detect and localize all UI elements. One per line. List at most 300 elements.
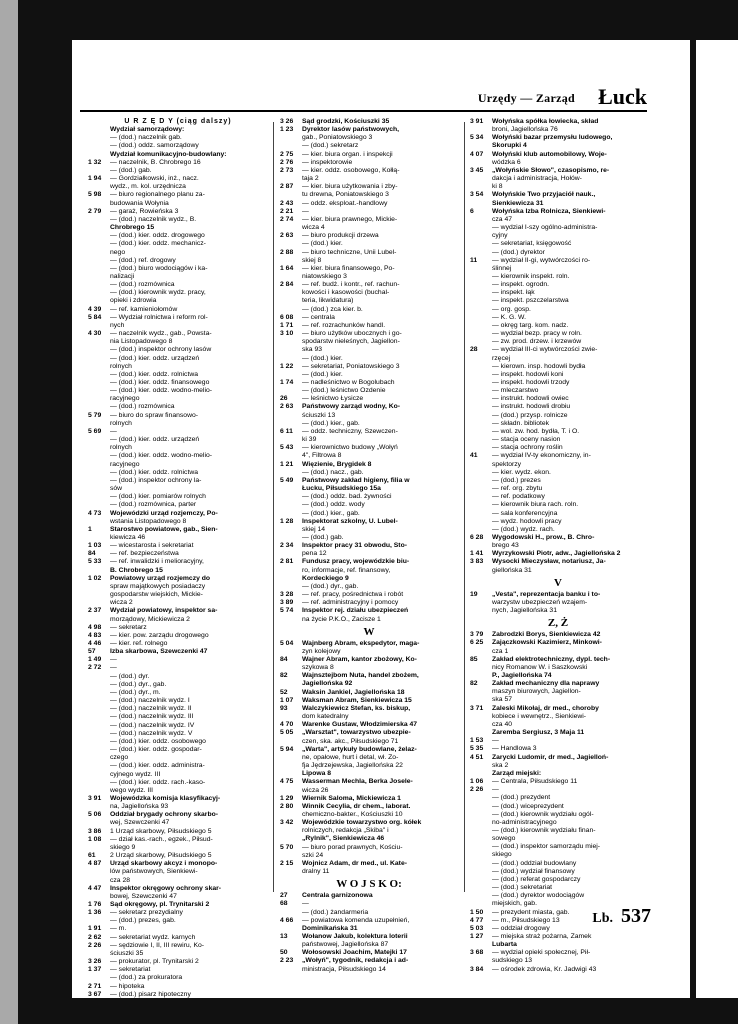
phone-number	[470, 444, 492, 452]
directory-entry	[280, 420, 458, 428]
entry-text: — inspektorowie	[302, 158, 353, 166]
phone-number: 4 51	[470, 753, 484, 761]
phone-number	[470, 713, 492, 721]
directory-entry	[88, 550, 268, 558]
entry-text: — (dod.) dyrektor wodociągów	[492, 892, 585, 900]
entry-text: 2 Urząd skarbowy, Piłsudskiego 5	[110, 852, 212, 860]
entry-text: Wysocki Mieczysław, notariusz, Ja-	[492, 558, 606, 566]
phone-number	[88, 697, 110, 705]
directory-entry	[470, 794, 646, 802]
phone-number	[88, 485, 110, 493]
directory-entry	[470, 306, 646, 314]
phone-number: 3 10	[280, 330, 294, 338]
phone-number: 3 42	[280, 819, 294, 827]
phone-number	[88, 281, 110, 289]
entry-text: — sekretariat wydz. karnych	[110, 933, 196, 941]
phone-number: 1 27	[470, 933, 484, 940]
entry-text: miejskich, gab.	[492, 900, 537, 908]
directory-entry	[280, 200, 458, 208]
phone-number: 2 72	[88, 664, 102, 672]
phone-number: 2 15	[280, 859, 294, 867]
phone-number: 1 02	[88, 574, 102, 582]
directory-entry	[280, 925, 458, 933]
directory-entry	[280, 607, 458, 615]
directory-entry	[470, 754, 646, 762]
directory-entry	[88, 420, 268, 428]
phone-number	[88, 819, 110, 827]
directory-entry	[280, 306, 458, 314]
phone-number	[470, 868, 492, 876]
phone-number	[88, 567, 110, 575]
folio-number: 537	[621, 905, 651, 927]
directory-entry	[88, 762, 268, 770]
directory-entry	[470, 412, 646, 420]
entry-text: Łucku, Piłsudskiego 15a	[302, 485, 381, 493]
phone-number: 1	[88, 525, 92, 533]
entry-text: — (dod.) rozmównica, parter	[110, 501, 197, 509]
phone-number	[88, 134, 110, 142]
entry-text: —	[302, 207, 309, 215]
entry-text: — (dod.) kier. oddz. urządzeń	[110, 354, 200, 362]
directory-entry	[88, 159, 268, 167]
entry-text: nych	[110, 321, 125, 329]
entry-text: — kierownik inspekt. roln.	[492, 272, 570, 280]
entry-text: — (dod.) naczelnik wydz. IV	[110, 721, 195, 729]
phone-number: 5 34	[470, 134, 484, 142]
phone-number: 1 49	[88, 656, 102, 664]
entry-text: Dyrektor lasów państwowych,	[302, 126, 400, 134]
phone-number	[88, 387, 110, 395]
phone-number	[280, 827, 302, 835]
entry-text: ściuszki 13	[302, 411, 336, 419]
phone-number: 1 74	[280, 379, 294, 386]
phone-number: 2 76	[280, 158, 294, 166]
phone-number	[470, 957, 492, 965]
phone-number: 1 06	[470, 778, 484, 786]
entry-text: cza 47	[492, 215, 513, 223]
entry-text: cza 1	[492, 647, 509, 655]
phone-number	[88, 591, 110, 599]
directory-entry	[280, 648, 458, 656]
directory-entry	[88, 966, 268, 974]
directory-entry	[470, 436, 646, 444]
directory-entry	[280, 591, 458, 599]
directory-entry	[470, 591, 646, 599]
directory-entry	[280, 616, 458, 624]
directory-entry	[88, 183, 268, 191]
phone-number: 1 76	[88, 901, 102, 908]
directory-entry	[280, 485, 458, 493]
directory-entry	[88, 632, 268, 640]
phone-number	[280, 371, 302, 379]
entry-text: Wiernik Saloma, Mickiewicza 1	[302, 794, 401, 802]
phone-number	[470, 436, 492, 444]
entry-text: — sędziowie I, II, III rewiru, Ko-	[110, 941, 205, 949]
directory-entry	[280, 297, 458, 305]
directory-entry	[88, 819, 268, 827]
directory-entry	[88, 436, 268, 444]
phone-number: 1 22	[280, 362, 294, 370]
entry-text: — (dod.) sekretariat	[492, 884, 553, 892]
directory-entry	[280, 900, 458, 908]
section-letter: V	[554, 576, 562, 589]
directory-entry	[470, 297, 646, 305]
entry-text: — biuro techniczne, Unii Lubel-	[302, 248, 397, 256]
phone-number	[470, 289, 492, 297]
entry-text: — biuro użytków ubocznych i go-	[302, 330, 402, 338]
entry-text: —	[110, 656, 117, 664]
phone-number	[88, 893, 110, 901]
phone-number	[88, 534, 110, 542]
directory-entry	[88, 771, 268, 779]
phone-number: 1 53	[470, 737, 484, 745]
directory-entry	[470, 403, 646, 411]
entry-text: „Warta", artykuły budowlane, żelaz-	[302, 745, 417, 753]
phone-number	[280, 142, 302, 150]
entry-text: Walczykiewicz Stefan, ks. biskup,	[302, 704, 411, 712]
entry-text: — wydział opieki społecznej, Pił-	[492, 949, 591, 957]
directory-entry	[470, 957, 646, 965]
phone-number	[280, 680, 302, 688]
phone-number	[280, 575, 302, 583]
directory-entry	[470, 265, 646, 273]
phone-number: 3 45	[470, 166, 484, 174]
directory-entry	[470, 941, 646, 949]
directory-entry	[280, 697, 458, 705]
phone-number: 4 46	[88, 640, 102, 647]
phone-number: 1 32	[88, 158, 102, 166]
directory-entry	[470, 860, 646, 868]
entry-text: — centrala	[302, 313, 335, 321]
directory-entry	[280, 558, 458, 566]
phone-number	[280, 420, 302, 428]
phone-number	[470, 501, 492, 509]
directory-entry	[470, 142, 646, 150]
directory-entry	[88, 249, 268, 257]
entry-text: rolnych	[110, 362, 132, 370]
directory-entry	[470, 631, 646, 639]
directory-entry	[470, 477, 646, 485]
entry-text: Waksin Jankiel, Jagiellońska 18	[302, 688, 405, 696]
phone-number: 2 84	[280, 281, 294, 289]
entry-text: Inspektor okręgowy ochrony skar-	[110, 884, 222, 892]
directory-entry	[470, 338, 646, 346]
entry-text: — powiatowa komenda uzupełnień,	[302, 916, 410, 924]
directory-entry	[280, 452, 458, 460]
entry-text: kowości i kasowości (buchal-	[302, 289, 390, 297]
phone-number	[470, 216, 492, 224]
entry-text: Zaremba Sergiusz, 3 Maja 11	[492, 729, 585, 737]
entry-text: „Wołyń", tygodnik, redakcja i ad-	[302, 957, 409, 965]
entry-text: — (dod.) leśnictwo Ozdenie	[302, 387, 386, 395]
phone-number: 26	[280, 395, 288, 403]
entry-text: dakcja i administracja, Hołów-	[492, 175, 582, 183]
phone-number	[88, 444, 110, 452]
phone-number	[470, 884, 492, 892]
directory-entry	[280, 770, 458, 778]
phone-number	[280, 738, 302, 746]
entry-text: dom katedralny	[302, 713, 349, 721]
entry-text: Wydział powiatowy, inspektor sa-	[110, 607, 218, 615]
entry-text: — stacja oceny nasion	[492, 436, 561, 444]
entry-text: Wojnicz Adam, dr med., ul. Kate-	[302, 859, 407, 867]
entry-text: Waksman Abram, Sienkiewicza 15	[302, 696, 412, 704]
directory-entry	[88, 363, 268, 371]
phone-number: 6 08	[280, 313, 294, 321]
directory-entry	[470, 118, 646, 126]
phone-number: 4 39	[88, 305, 102, 313]
entry-text: Wołyński klub automobilowy, Woje-	[492, 150, 607, 158]
entry-text: — kier. ref. rolnego	[110, 640, 168, 647]
directory-entry	[470, 257, 646, 265]
entry-text: wicza 4	[302, 224, 325, 232]
directory-entry	[280, 118, 458, 126]
entry-text: —	[110, 664, 117, 672]
phone-number	[280, 811, 302, 819]
directory-entry	[470, 379, 646, 387]
phone-number	[470, 803, 492, 811]
directory-entry	[280, 257, 458, 265]
phone-number: 57	[88, 648, 96, 656]
entry-text: rolnych	[110, 444, 132, 452]
entry-text: na, Jagiellońska 93	[110, 803, 169, 811]
entry-text: Wygodowski H., prow., B. Chro-	[492, 533, 595, 541]
folio-prefix: Lb.	[592, 911, 613, 926]
phone-number: 2 88	[280, 248, 294, 256]
directory-entry	[470, 216, 646, 224]
entry-text: — oddz. eksploat.-handlowy	[302, 199, 388, 207]
entry-text: — inspekt. hodowli koni	[492, 370, 564, 378]
directory-entry	[88, 232, 268, 240]
directory-entry	[470, 518, 646, 526]
phone-number	[470, 672, 492, 680]
entry-text: — (dod.) naczelnik wydz. V	[110, 729, 193, 737]
directory-entry	[280, 224, 458, 232]
phone-number: 1 37	[88, 966, 102, 974]
directory-entry	[470, 461, 646, 469]
entry-text: — ref. rozrachunków handl.	[302, 321, 386, 329]
directory-entry	[280, 167, 458, 175]
phone-number	[88, 803, 110, 811]
directory-entry	[470, 607, 646, 615]
entry-text: —	[302, 900, 309, 908]
directory-entry	[470, 428, 646, 436]
entry-text: tu drewna, Poniatowskiego 3	[302, 191, 389, 199]
directory-entry	[470, 648, 646, 656]
column-heading: U R Z Ę D Y (ciąg dalszy)	[124, 118, 232, 125]
directory-entry	[280, 827, 458, 835]
phone-number	[470, 183, 492, 191]
phone-number	[88, 355, 110, 363]
phone-number	[470, 696, 492, 704]
entry-text: — (dod.) kier. oddz. gospodar-	[110, 746, 202, 754]
entry-text: Izba skarbowa, Szewczenki 47	[110, 648, 208, 656]
directory-entry	[280, 461, 458, 469]
phone-number	[470, 265, 492, 273]
phone-number	[280, 941, 302, 949]
entry-text: na życie P.K.O., Zacisze 1	[302, 615, 381, 623]
phone-number: 61	[88, 852, 96, 860]
phone-number	[470, 664, 492, 672]
directory-entry	[280, 738, 458, 746]
directory-entry	[88, 567, 268, 575]
phone-number	[470, 322, 492, 330]
phone-number	[88, 346, 110, 354]
entry-text: — oddz. techniczny, Szewczen-	[302, 427, 398, 435]
phone-number: 4 07	[470, 150, 484, 158]
phone-number	[88, 265, 110, 273]
phone-number	[470, 428, 492, 436]
directory-entry	[470, 868, 646, 876]
entry-text: — (dod.) kier.	[302, 240, 343, 248]
directory-entry	[280, 444, 458, 452]
directory-entry	[470, 770, 646, 778]
phone-number	[470, 648, 492, 656]
directory-entry	[470, 452, 646, 460]
directory-entry	[470, 469, 646, 477]
phone-number	[88, 289, 110, 297]
directory-entry	[470, 208, 646, 216]
phone-number: 13	[280, 933, 288, 940]
phone-number	[470, 721, 492, 729]
phone-number	[470, 126, 492, 134]
entry-text: wicza 2	[110, 599, 133, 607]
directory-entry	[88, 648, 268, 656]
entry-text: — stacja ochrony roślin	[492, 444, 563, 452]
header-section: Urzędy — Zarząd	[477, 91, 575, 105]
directory-entry	[88, 950, 268, 958]
directory-entry	[470, 639, 646, 647]
phone-number: 3 26	[280, 118, 294, 125]
entry-text: Wajner Abram, kantor zbożowy, Ko-	[302, 656, 417, 663]
directory-entry	[88, 461, 268, 469]
phone-number: 4 75	[280, 778, 294, 786]
phone-number: 2 75	[280, 150, 294, 158]
entry-text: — (dod.) prezydent	[492, 794, 551, 802]
directory-entry	[280, 868, 458, 876]
directory-entry	[88, 501, 268, 509]
directory-entry	[280, 803, 458, 811]
phone-number	[470, 469, 492, 477]
directory-entry	[88, 534, 268, 542]
phone-number: 5 04	[280, 639, 294, 647]
entry-text: — ref. inwalidzki i melioracyjny,	[110, 558, 204, 566]
entry-text: — (dod.) nacz., gab.	[302, 468, 364, 476]
phone-number	[470, 835, 492, 843]
phone-number: 3 86	[88, 827, 102, 835]
directory-entry	[470, 281, 646, 289]
phone-number	[88, 151, 110, 159]
phone-number	[280, 240, 302, 248]
phone-number: 2 62	[88, 933, 102, 941]
entry-text: rolniczych, redakcja „Skiba" i	[302, 827, 389, 835]
entry-text: broni, Jagiellońska 76	[492, 126, 558, 134]
directory-entry	[280, 273, 458, 281]
entry-text: 4", Filtrowa 8	[302, 452, 342, 460]
entry-text: — ref. bezpieczeństwa	[110, 550, 179, 558]
entry-text: „Vesta", reprezentacja banku i to-	[492, 590, 601, 598]
directory-entry	[88, 599, 268, 607]
phone-number	[88, 599, 110, 607]
directory-entry	[88, 575, 268, 583]
directory-entry	[470, 346, 646, 354]
phone-number	[88, 950, 110, 958]
phone-number: 3 89	[280, 599, 294, 607]
phone-number	[280, 338, 302, 346]
phone-number	[470, 876, 492, 884]
entry-text: warzystw ubezpieczeń wzajem-	[492, 598, 588, 606]
directory-entry	[88, 469, 268, 477]
directory-entry	[470, 510, 646, 518]
entry-text: — wydział III-ci wytwórczości zwie-	[492, 346, 598, 354]
entry-text: Chrobrego 15	[110, 224, 155, 232]
entry-text: Zakład mechaniczny dla naprawy	[492, 680, 600, 688]
phone-number	[280, 526, 302, 534]
phone-number	[280, 469, 302, 477]
directory-entry	[280, 281, 458, 289]
entry-text: 1 Urząd skarbowy, Piłsudskiego 5	[110, 827, 212, 835]
entry-text: czen, ska. akc., Piłsudskiego 71	[302, 737, 399, 745]
directory-entry	[280, 917, 458, 925]
phone-number: 1 36	[88, 909, 102, 917]
directory-entry	[88, 738, 268, 746]
directory-entry	[88, 624, 268, 632]
entry-text: Wydział samorządowy:	[110, 126, 185, 134]
phone-number	[280, 510, 302, 518]
directory-entry	[88, 175, 268, 183]
entry-text: Zakład elektrotechniczny, dypl. tech-	[492, 655, 611, 663]
directory-entry	[280, 159, 458, 167]
directory-entry	[470, 713, 646, 721]
entry-text: nego	[110, 248, 126, 256]
entry-text: teria, likwidatura)	[302, 297, 354, 305]
directory-entry	[280, 240, 458, 248]
entry-text: Inspektorat szkolny, U. Lubel-	[302, 517, 398, 525]
directory-entry	[280, 672, 458, 680]
entry-text: — (dod.) kierownik wydziału finan-	[492, 826, 596, 834]
directory-entry	[470, 542, 646, 550]
phone-number	[88, 917, 110, 925]
entry-text: Zaleski Mikołaj, dr med., choroby	[492, 704, 599, 712]
entry-text: — biuro do spraw finansowo-	[110, 411, 199, 419]
entry-text: morządowy, Mickiewicza 2	[110, 615, 190, 623]
directory-entry	[470, 819, 646, 827]
phone-number	[280, 175, 302, 183]
entry-text: — (dod.) pisarz hipoteczny	[110, 990, 191, 998]
phone-number	[470, 273, 492, 281]
directory-entry	[470, 721, 646, 729]
entry-text: — (dod.) naczelnik gab.	[110, 134, 182, 142]
entry-text: skiego 9	[110, 843, 136, 851]
directory-entry	[470, 330, 646, 338]
entry-text: gospodarstw wiejskich, Mickie-	[110, 591, 203, 599]
phone-number	[88, 681, 110, 689]
directory-entry	[88, 297, 268, 305]
directory-entry	[88, 664, 268, 672]
phone-number	[280, 616, 302, 624]
entry-text: sowego	[492, 835, 516, 843]
phone-number: 1 28	[280, 517, 294, 525]
phone-number	[470, 770, 492, 778]
directory-entry	[470, 892, 646, 900]
phone-number	[470, 330, 492, 338]
phone-number	[88, 224, 110, 232]
directory-entry	[470, 134, 646, 142]
phone-number: 4 83	[88, 631, 102, 639]
phone-number	[88, 232, 110, 240]
phone-number	[470, 363, 492, 371]
entry-text: Wołyńskie Two przyjaciół nauk.,	[492, 191, 596, 199]
